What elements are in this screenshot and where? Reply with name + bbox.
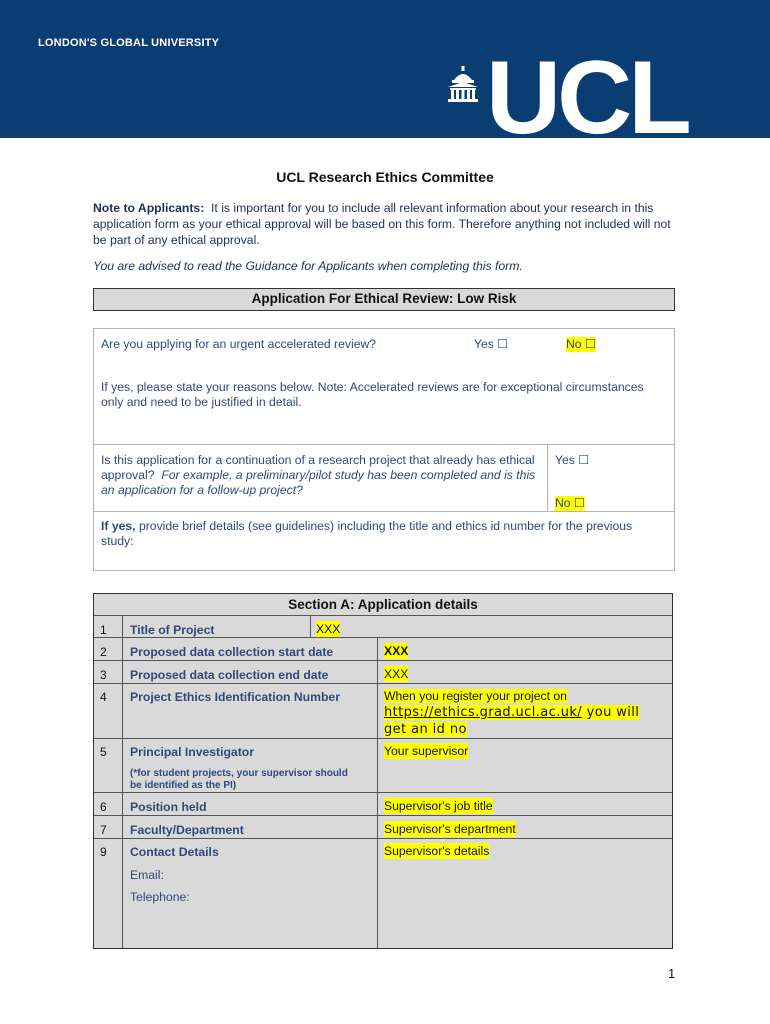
page-number: 1 (668, 966, 676, 981)
title-of-project-label: Title of Project (130, 623, 215, 637)
row-divider (94, 615, 672, 616)
end-date-label: Proposed data collection end date (130, 668, 329, 682)
ethics-id-value[interactable] (384, 688, 669, 738)
continuation-question (101, 453, 541, 498)
row-divider (94, 637, 672, 638)
col-divider (377, 637, 378, 948)
row-number: 9 (100, 845, 107, 859)
urgent-reasons-text: If yes, please state your reasons below. Note: Accelerated reviews are for exceptional circumstances only and need to be justified in detail. (101, 380, 644, 409)
university-tagline: LONDON'S GLOBAL UNIVERSITY (38, 37, 220, 49)
note-label: Note to Applicants: (93, 201, 205, 215)
position-held-label: Position held (130, 800, 207, 814)
urgent-question: Are you applying for an urgent accelerated review? (101, 337, 377, 351)
end-date-value[interactable]: XXX (384, 667, 409, 681)
portico-dome-icon (446, 66, 480, 102)
guidance-advice: You are advised to read the Guidance for Applicants when completing this form. (93, 259, 523, 273)
row-number: 3 (100, 668, 107, 682)
row-number: 2 (100, 645, 107, 659)
row-divider (94, 838, 672, 839)
row-divider (94, 815, 672, 816)
col-divider (310, 615, 311, 637)
ethics-id-label: Project Ethics Identification Number (130, 690, 340, 704)
start-date-label: Proposed data collection start date (130, 645, 334, 659)
note-text: It is important for you to include all relevant information about your research in this application form as your ethical approval will be based on this form. Therefore anything not included will not be part of any ethical approval. (93, 201, 671, 247)
section-a-table (93, 593, 673, 949)
continuation-question-text: Is this application for a continuation of a research project that already has ethical approval? (101, 453, 535, 482)
faculty-department-value[interactable]: Supervisor's department (384, 822, 516, 836)
ethics-id-line1: When you register your project on (384, 689, 567, 703)
row-number: 1 (100, 623, 107, 637)
row-divider (94, 683, 672, 684)
if-yes-text: provide brief details (see guidelines) including the title and ethics id number for the previous study: (101, 519, 633, 548)
row-divider (94, 660, 672, 661)
position-held-value[interactable]: Supervisor's job title (384, 799, 493, 813)
contact-details-label: Contact Details (130, 845, 219, 859)
col-divider (122, 615, 123, 948)
contact-details-value[interactable]: Supervisor's details (384, 844, 490, 858)
continuation-divider (547, 445, 548, 511)
form-title: Application For Ethical Review: Low Risk (93, 288, 675, 311)
urgent-review-box (93, 328, 675, 445)
continuation-yes-checkbox[interactable]: Yes ☐ (555, 453, 590, 467)
principal-investigator-note: (*for student projects, your supervisor should be identified as the PI) (130, 768, 348, 791)
principal-investigator-value[interactable]: Your supervisor (384, 744, 469, 758)
continuation-no-checkbox[interactable]: No ☐ (555, 496, 585, 510)
faculty-department-label: Faculty/Department (130, 823, 244, 837)
urgent-no-checkbox[interactable]: No ☐ (566, 337, 596, 351)
ucl-logo: UCL (486, 40, 688, 156)
principal-investigator-label: Principal Investigator (130, 745, 254, 759)
row-number: 7 (100, 823, 107, 837)
header-banner (0, 0, 770, 156)
row-number: 5 (100, 745, 107, 759)
previous-study-box (93, 511, 675, 571)
start-date-value[interactable]: XXX (384, 644, 409, 658)
row-divider (94, 792, 672, 793)
telephone-label: Telephone: (130, 890, 190, 904)
title-of-project-value[interactable]: XXX (316, 622, 341, 636)
previous-study-text (101, 519, 661, 549)
email-label: Email: (130, 868, 164, 882)
note-to-applicants (93, 200, 673, 248)
row-divider (94, 738, 672, 739)
row-number: 6 (100, 800, 107, 814)
ethics-id-line3: get an id no (384, 722, 467, 737)
ethics-portal-link[interactable]: https://ethics.grad.ucl.ac.uk/ you will (384, 705, 640, 720)
continuation-example: For example, a preliminary/pilot study has been completed and is this an application for a follow-up project? (101, 468, 536, 497)
row-number: 4 (100, 690, 107, 704)
section-a-heading: Section A: Application details (288, 597, 478, 612)
if-yes-label: If yes, (101, 519, 136, 533)
urgent-yes-checkbox[interactable]: Yes ☐ (474, 337, 509, 351)
continuation-box (93, 444, 675, 512)
page-title: UCL Research Ethics Committee (276, 169, 494, 185)
